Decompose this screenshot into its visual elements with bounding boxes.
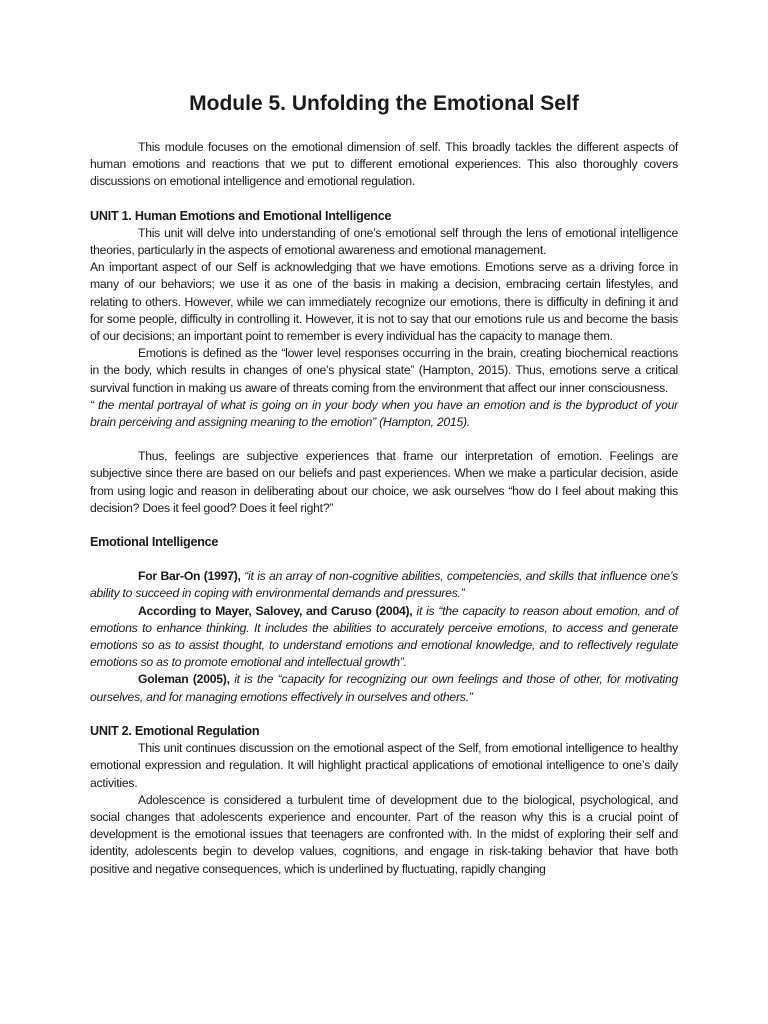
intro-paragraph: This module focuses on the emotional dimension of self. This broadly tackles the different aspects of human emotions and reactions that we put to different emotional experiences. This also thoroughly covers discussions on emotional intelligence and emotional regulation.	[90, 140, 678, 189]
unit1-paragraph-3: Emotions is defined as the “lower level responses occurring in the brain, creating biochemical reactions in the body, which results in changes of one’s physical state” (Hampton, 2015). Thus, emotions serve a critical survival function in making us aware of threats coming from the environment that affect our inner consciousness.	[90, 346, 678, 395]
baron-definition: For Bar-On (1997), “it is an array of non-cognitive abilities, competencies, and skills that influence one’s ability to succeed in coping with environmental demands and pressures.”	[90, 569, 678, 601]
page-title: Module 5. Unfolding the Emotional Self	[189, 92, 579, 115]
hampton-quote: “ the mental portrayal of what is going on in your body when you have an emotion and is the byproduct of your brain perceiving and assigning meaning to the emotion” (Hampton, 2015).	[90, 397, 678, 430]
unit2-paragraph-2: Adolescence is considered a turbulent time of development due to the biological, psychological, and social changes that adolescents experience and encounter. Part of the reason why this is a crucial point of development is the emotional issues that teenagers are confronted with. In the midst of exploring their self and identity, adolescents begin to develop values, cognitions, and engage in risk-taking behavior that have both positive and negative consequences, which is underlined by fluctuating, rapidly changing	[90, 792, 678, 876]
unit1-paragraph-4: Thus, feelings are subjective experiences that frame our interpretation of emotion. Feelings are subjective since there are based on our beliefs and past experiences. When we make a particular decision, aside from using logic and reason in deliberating about our choice, we ask ourselves “how do I feel about making this decision? Does it feel good? Does it feel right?”	[90, 449, 678, 515]
unit2-paragraph-1: This unit continues discussion on the emotional aspect of the Self, from emotional intelligence to healthy emotional expression and regulation. It will highlight practical applications of emotional intelligence to one’s daily activities.	[90, 741, 678, 790]
unit1-paragraph-1: This unit will delve into understanding of one’s emotional self through the lens of emotional intelligence theories, particularly in the aspects of emotional awareness and emotional management.	[90, 225, 678, 258]
mayer-definition: According to Mayer, Salovey, and Caruso (2004), it is “the capacity to reason about emotion, and of emotions to enhance thinking. It includes the abilities to accurately perceive emotions, to access and generate emotions so as to assist thought, to understand emotions and emotional knowledge, and to reflectively regulate emotions so as to promote emotional and intellectual growth”.	[90, 603, 678, 670]
unit1-heading: UNIT 1. Human Emotions and Emotional Intelligence	[90, 208, 392, 223]
ei-heading: Emotional Intelligence	[90, 535, 219, 550]
document-body	[90, 139, 678, 878]
unit2-heading: UNIT 2. Emotional Regulation	[90, 723, 260, 738]
unit1-paragraph-2: An important aspect of our Self is acknowledging that we have emotions. Emotions serve as a driving force in many of our behaviors; we use it as one of the basis in making a decision, embracing certain lifestyles, and relating to others. However, while we can immediately recognize our emotions, there is difficulty in defining it and for some people, difficulty in controlling it. However, it is not to say that our emotions rule us and become the basis of our decisions; an important point to remember is every individual has the capacity to manage them.	[90, 260, 678, 344]
goleman-definition: Goleman (2005), it is the “capacity for recognizing our own feelings and those of other, for motivating ourselves, and for managing emotions effectively in ourselves and others.”	[90, 672, 678, 704]
